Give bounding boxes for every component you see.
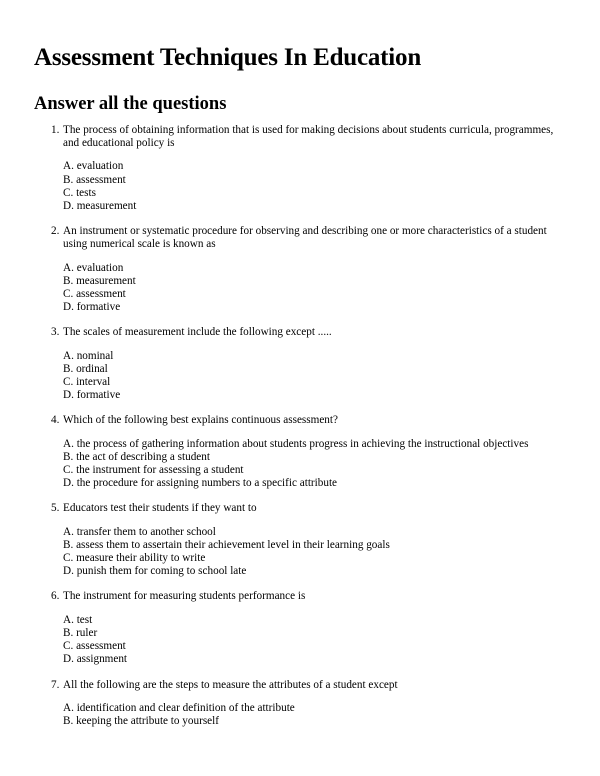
option-text: keeping the attribute to yourself (76, 714, 219, 727)
question-item (34, 590, 566, 666)
option-letter: C. (63, 552, 74, 565)
question-number: 1. (51, 124, 60, 136)
option-text: assessment (76, 640, 126, 653)
answer-option (63, 301, 566, 314)
answer-option (63, 702, 566, 715)
option-letter: B. (63, 450, 74, 463)
option-letter: A. (63, 261, 74, 274)
option-letter: B. (63, 714, 74, 727)
option-text: measurement (76, 274, 136, 287)
answer-option (63, 526, 566, 539)
option-list (63, 438, 566, 491)
option-text: ordinal (76, 362, 108, 375)
option-letter: B. (63, 538, 74, 551)
answer-option (63, 200, 566, 213)
option-text: the act of describing a student (76, 450, 210, 463)
answer-option (63, 275, 566, 288)
option-letter: A. (63, 349, 74, 362)
answer-option (63, 715, 566, 728)
option-text: formative (76, 389, 121, 402)
option-letter: A. (63, 437, 74, 450)
question-item (34, 679, 566, 729)
option-letter: B. (63, 274, 74, 287)
option-letter: C. (63, 464, 74, 477)
question-number: 7. (51, 678, 60, 691)
option-text: transfer them to another school (76, 525, 216, 538)
option-letter: D. (63, 653, 74, 666)
option-text: the procedure for assigning numbers to a specific attribute (76, 477, 338, 490)
option-letter: B. (63, 173, 74, 186)
option-text: assessment (76, 288, 126, 301)
option-text: assignment (76, 653, 128, 666)
answer-option (63, 464, 566, 477)
answer-option (63, 477, 566, 490)
question-text: All the following are the steps to measure the attributes of a student except (63, 678, 398, 691)
question-text: An instrument or systematic procedure for observing and describing one or more characteristics of a student using numerical scale is known as (63, 225, 547, 251)
option-list (63, 160, 566, 213)
question-list (34, 124, 566, 728)
option-text: test (76, 613, 93, 626)
option-letter: C. (63, 640, 74, 653)
answer-option (63, 438, 566, 451)
option-letter: C. (63, 376, 74, 389)
option-text: evaluation (76, 261, 124, 274)
answer-option (63, 174, 566, 187)
option-text: assess them to assertain their achievement level in their learning goals (76, 538, 390, 551)
answer-option (63, 350, 566, 363)
option-letter: D. (63, 565, 74, 578)
option-letter: D. (63, 477, 74, 490)
option-text: nominal (76, 349, 114, 362)
option-text: punish them for coming to school late (76, 565, 247, 578)
instructions-heading: Answer all the questions (34, 94, 227, 114)
answer-option (63, 552, 566, 565)
question-number: 6. (51, 590, 60, 603)
question-item (34, 326, 566, 402)
answer-option (63, 627, 566, 640)
answer-option (63, 614, 566, 627)
answer-option (63, 187, 566, 200)
page-title: Assessment Techniques In Education (34, 44, 422, 71)
question-number: 5. (51, 502, 60, 515)
option-letter: C. (63, 288, 74, 301)
option-letter: D. (63, 389, 74, 402)
answer-option (63, 539, 566, 552)
answer-option (63, 565, 566, 578)
option-text: identification and clear definition of the attribute (76, 701, 295, 714)
answer-option (63, 160, 566, 173)
option-text: measurement (76, 200, 137, 213)
question-number: 4. (51, 414, 60, 427)
option-letter: C. (63, 186, 74, 199)
option-list (63, 614, 566, 667)
answer-option (63, 376, 566, 389)
question-text: The scales of measurement include the following except ..... (63, 326, 332, 339)
option-letter: A. (63, 160, 74, 173)
question-item (34, 124, 566, 213)
option-list (63, 350, 566, 403)
option-list (63, 262, 566, 315)
option-letter: D. (63, 301, 74, 314)
option-text: the instrument for assessing a student (76, 464, 244, 477)
option-letter: B. (63, 362, 74, 375)
option-letter: B. (63, 626, 74, 639)
option-text: ruler (76, 626, 98, 639)
answer-option (63, 389, 566, 402)
option-text: evaluation (76, 160, 124, 173)
question-text: Educators test their students if they want to (63, 502, 257, 515)
answer-option (63, 640, 566, 653)
option-text: assessment (76, 173, 126, 186)
answer-option (63, 288, 566, 301)
option-text: tests (76, 186, 96, 199)
answer-option (63, 363, 566, 376)
answer-option (63, 653, 566, 666)
answer-option (63, 451, 566, 464)
question-text: Which of the following best explains continuous assessment? (63, 414, 338, 427)
option-letter: A. (63, 525, 74, 538)
option-list (63, 526, 566, 579)
question-item (34, 502, 566, 578)
question-item (34, 414, 566, 490)
answer-option (63, 262, 566, 275)
question-number: 2. (51, 225, 60, 238)
option-letter: A. (63, 613, 74, 626)
option-text: interval (76, 376, 111, 389)
option-text: formative (76, 301, 121, 314)
option-letter: D. (63, 200, 74, 213)
question-text: The instrument for measuring students performance is (63, 590, 306, 603)
option-letter: A. (63, 701, 74, 714)
option-text: measure their ability to write (76, 552, 206, 565)
question-number: 3. (51, 326, 60, 339)
question-text: The process of obtaining information that is used for making decisions about students curricula, programmes, and educational policy is (63, 124, 554, 150)
question-item (34, 225, 566, 314)
option-text: the process of gathering information about students progress in achieving the instructional objectives (76, 437, 529, 450)
option-list (63, 702, 566, 728)
